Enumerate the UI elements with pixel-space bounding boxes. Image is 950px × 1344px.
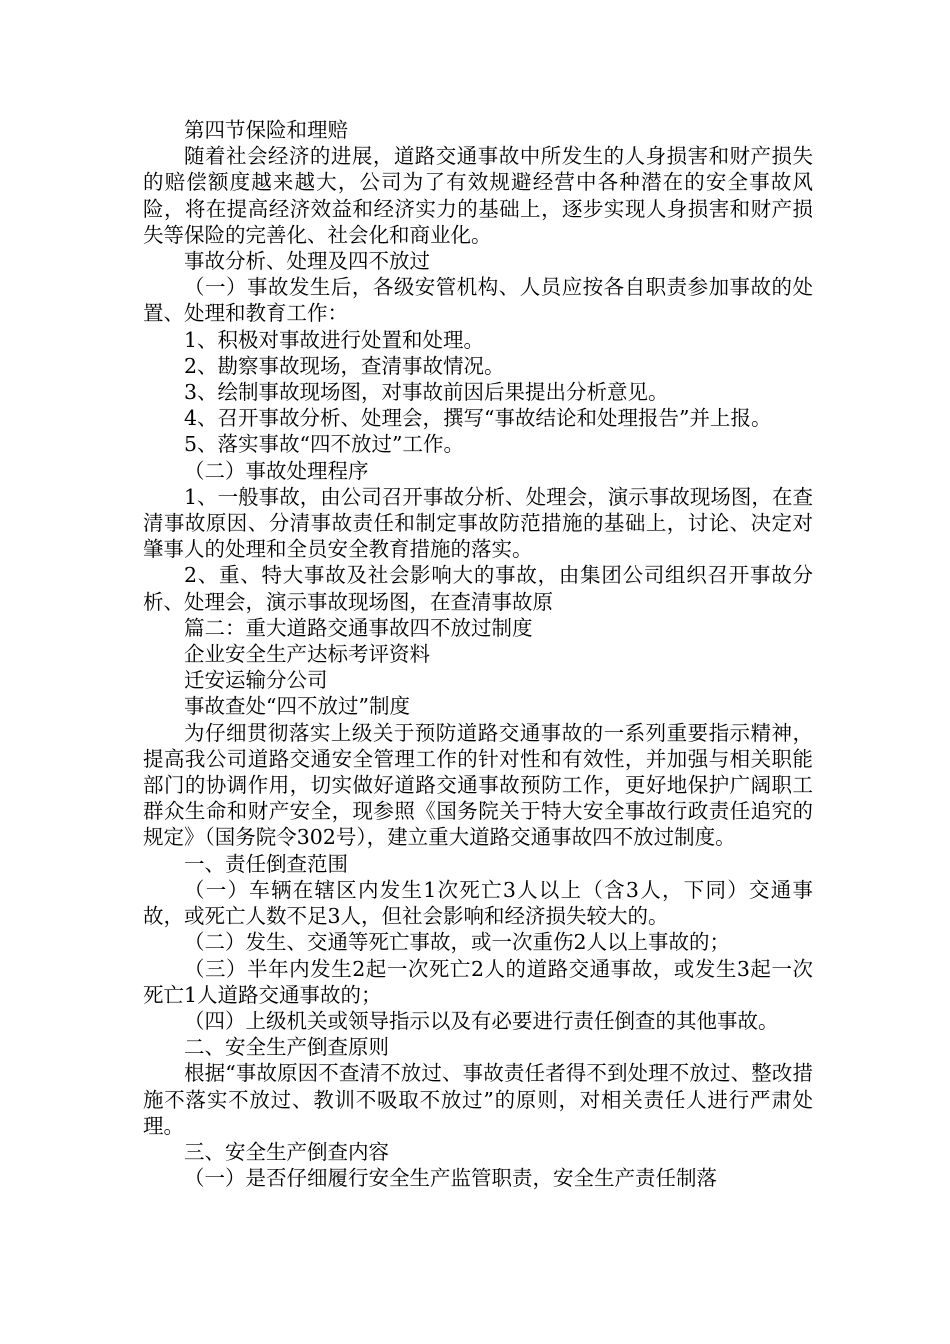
body-paragraph: 根据“事故原因不查清不放过、事故责任者得不到处理不放过、整改措施不落实不放过、教训不吸取不放过”的原则，对相关责任人进行严肃处理。 — [143, 1061, 813, 1138]
list-item: （四）上级机关或领导指示以及有必要进行责任倒查的其他事故。 — [184, 1008, 779, 1033]
section-heading: 事故分析、处理及四不放过 — [184, 249, 430, 274]
list-item: 2、勘察事故现场，查清事故情况。 — [184, 353, 505, 378]
list-item: 1、积极对事故进行处置和处理。 — [184, 327, 485, 352]
list-item: 3、绘制事故现场图，对事故前因后果提出分析意见。 — [184, 380, 669, 405]
section-heading: 二、安全生产倒查原则 — [184, 1035, 389, 1060]
organization-name: 迁安运输分公司 — [184, 668, 328, 693]
document-subtitle: 企业安全生产达标考评资料 — [184, 642, 430, 667]
list-item: （一）是否仔细履行安全生产监管职责，安全生产责任制落 — [184, 1166, 717, 1191]
list-item: 4、召开事故分析、处理会，撰写“事故结论和处理报告”并上报。 — [184, 406, 772, 431]
body-paragraph: 为仔细贯彻落实上级关于预防道路交通事故的一系列重要指示精神，提高我公司道路交通安全管理工作的针对性和有效性，并加强与相关职能部门的协调作用，切实做好道路交通事故预防工作，更好地保护广阔职工群众生命和财产安全，现参照《国务院关于特大安全事故行政责任追究的规定》（国务院令302号），建立重大道路交通事故四不放过制度。 — [143, 720, 813, 850]
body-paragraph: （一）事故发生后，各级安管机构、人员应按各自职责参加事故的处置、处理和教育工作： — [143, 275, 813, 326]
list-item: （一）车辆在辖区内发生1次死亡3人以上（含3人，下同）交通事故，或死亡人数不足3人，但社会影响和经济损失较大的。 — [143, 877, 813, 929]
document-title: 事故查处“四不放过”制度 — [184, 694, 410, 719]
body-paragraph: 随着社会经济的进展，道路交通事故中所发生的人身损害和财产损失的赔偿额度越来越大，公司为了有效规避经营中各种潜在的安全事故风险，将在提高经济效益和经济实力的基础上，逐步实现人身损害和财产损失等保险的完善化、社会化和商业化。 — [143, 144, 813, 247]
list-item: （二）发生、交通等死亡事故，或一次重伤2人以上事故的； — [184, 930, 731, 955]
section-heading: 一、责任倒查范围 — [184, 851, 348, 876]
part-heading: 篇二：重大道路交通事故四不放过制度 — [184, 615, 533, 640]
document-body — [143, 117, 813, 1191]
list-item: （三）半年内发生2起一次死亡2人的道路交通事故，或发生3起一次死亡1人道路交通事故的； — [143, 956, 813, 1007]
list-item: 1、一般事故，由公司召开事故分析、处理会，演示事故现场图，在查清事故原因、分清事故责任和制定事故防范措施的基础上，讨论、决定对肇事人的处理和全员安全教育措施的落实。 — [143, 484, 813, 562]
list-item: 5、落实事故“四不放过”工作。 — [184, 432, 465, 457]
list-item: 2、重、特大事故及社会影响大的事故，由集团公司组织召开事故分析、处理会，演示事故现场图，在查清事故原 — [143, 563, 813, 614]
section-heading: 第四节保险和理赔 — [184, 118, 348, 142]
subsection-heading: （二）事故处理程序 — [184, 458, 369, 483]
section-heading: 三、安全生产倒查内容 — [184, 1139, 389, 1164]
